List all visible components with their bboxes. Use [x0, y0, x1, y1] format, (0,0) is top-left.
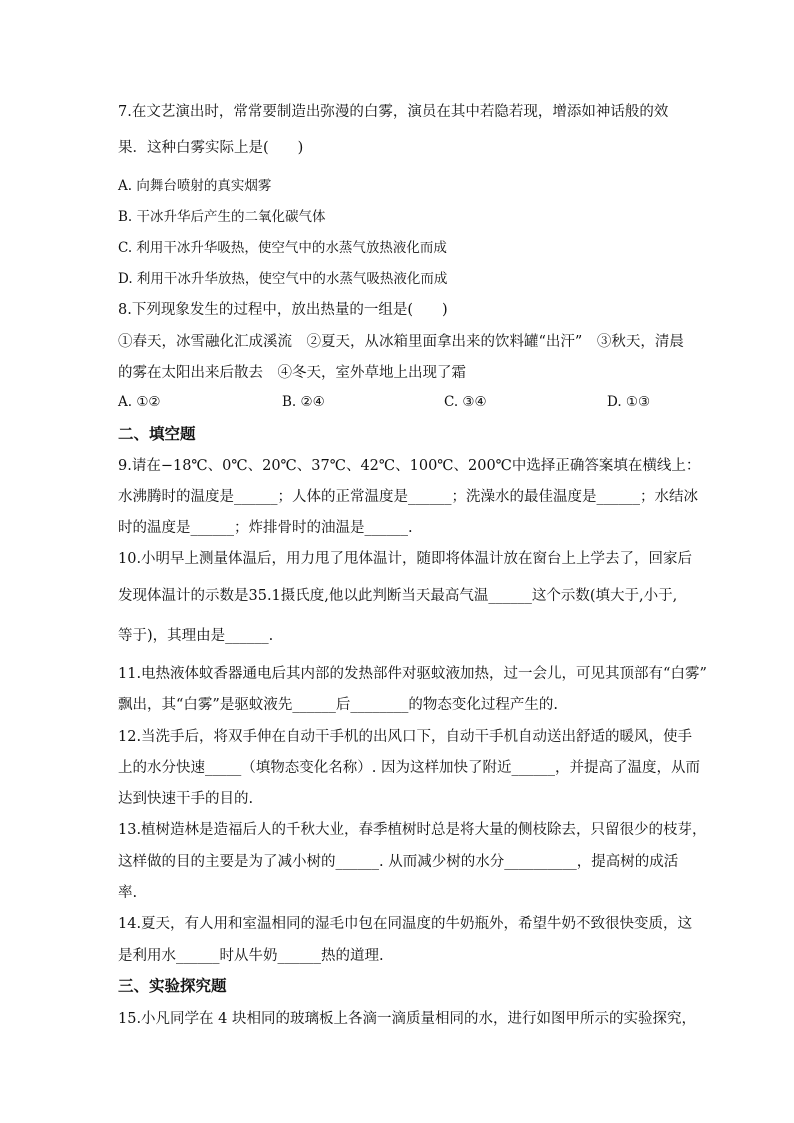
question-15-line-1: 15.小凡同学在 4 块相同的玻璃板上各滴一滴质量相同的水，进行如图甲所示的实验探究， [118, 1011, 696, 1027]
question-14-line-1: 14.夏天，有人用和室温相同的湿毛巾包在同温度的牛奶瓶外，希望牛奶不致很快变质，这 [118, 916, 693, 932]
question-7-line-1: 7.在文艺演出时，常常要制造出弥漫的白雾，演员在其中若隐若现，增添如神话般的效 [118, 104, 669, 120]
question-8-option-a: A. ①② [118, 394, 161, 410]
question-12-line-2: 上的水分快速_____（填物态变化名称）. 因为这样加快了附近______，并提高了温度，从而 [118, 760, 700, 776]
question-10-line-2: 发现体温计的示数是35.1摄氏度,他以此判断当天最高气温______这个示数(填大于,小于, [118, 588, 678, 604]
question-8-option-b: B. ②④ [282, 394, 325, 410]
question-7-option-c: C. 利用干冰升华吸热，使空气中的水蒸气放热液化而成 [118, 240, 447, 256]
question-7-option-d: D. 利用干冰升华放热，使空气中的水蒸气吸热液化而成 [118, 271, 448, 287]
question-7-line-2: 果．这种白雾实际上是( ) [118, 140, 304, 156]
question-8-options [118, 394, 678, 414]
question-9-line-2: 水沸腾时的温度是______；人体的正常温度是______；洗澡水的最佳温度是______；水结冰 [118, 489, 698, 505]
question-8-option-c: C. ③④ [444, 394, 487, 410]
question-9-line-3: 时的温度是______；炸排骨时的油温是______. [118, 520, 413, 536]
question-8-stem: 8.下列现象发生的过程中，放出热量的一组是( ) [118, 302, 448, 318]
question-12-line-1: 12.当洗手后，将双手伸在自动干手机的出风口下，自动干手机自动送出舒适的暖风，使手 [118, 729, 693, 745]
question-11-line-1: 11.电热液体蚊香器通电后其内部的发热部件对驱蚊液加热，过一会儿，可见其顶部有“白雾” [118, 666, 707, 682]
question-14-line-2: 是利用水______时从牛奶______热的道理. [118, 948, 384, 964]
question-12-line-3: 达到快速干手的目的. [118, 791, 254, 807]
question-13-line-2: 这样做的目的主要是为了减小树的______. 从而减少树的水分__________，提高树的成活 [118, 854, 679, 870]
question-10-line-1: 10.小明早上测量体温后，用力甩了甩体温计，随即将体温计放在窗台上上学去了，回家后 [118, 551, 693, 567]
question-10-line-3: 等于)，其理由是______. [118, 628, 274, 644]
question-13-line-3: 率. [118, 885, 138, 901]
section-heading-fill-blank: 二、填空题 [118, 425, 196, 443]
question-11-line-2: 飘出，其“白雾”是驱蚊液先______后________的物态变化过程产生的. [118, 697, 558, 713]
question-9-line-1: 9.请在−18℃、0℃、20℃、37℃、42℃、100℃、200℃中选择正确答案填在横线上： [118, 458, 701, 474]
question-7-option-b: B. 干冰升华后产生的二氧化碳气体 [118, 209, 326, 225]
question-7-option-a: A. 向舞台喷射的真实烟雾 [118, 178, 272, 194]
question-8-option-d: D. ①③ [607, 394, 651, 410]
question-8-line-3: 的雾在太阳出来后散去 ④冬天，室外草地上出现了霜 [118, 365, 466, 381]
question-13-line-1: 13.植树造林是造福后人的千秋大业，春季植树时总是将大量的侧枝除去，只留很少的枝芽， [118, 822, 707, 838]
question-8-line-2: ①春天，冰雪融化汇成溪流 ②夏天，从冰箱里面拿出来的饮料罐“出汗” ③秋天，清晨 [118, 334, 684, 350]
section-heading-experiment: 三、实验探究题 [118, 977, 227, 995]
